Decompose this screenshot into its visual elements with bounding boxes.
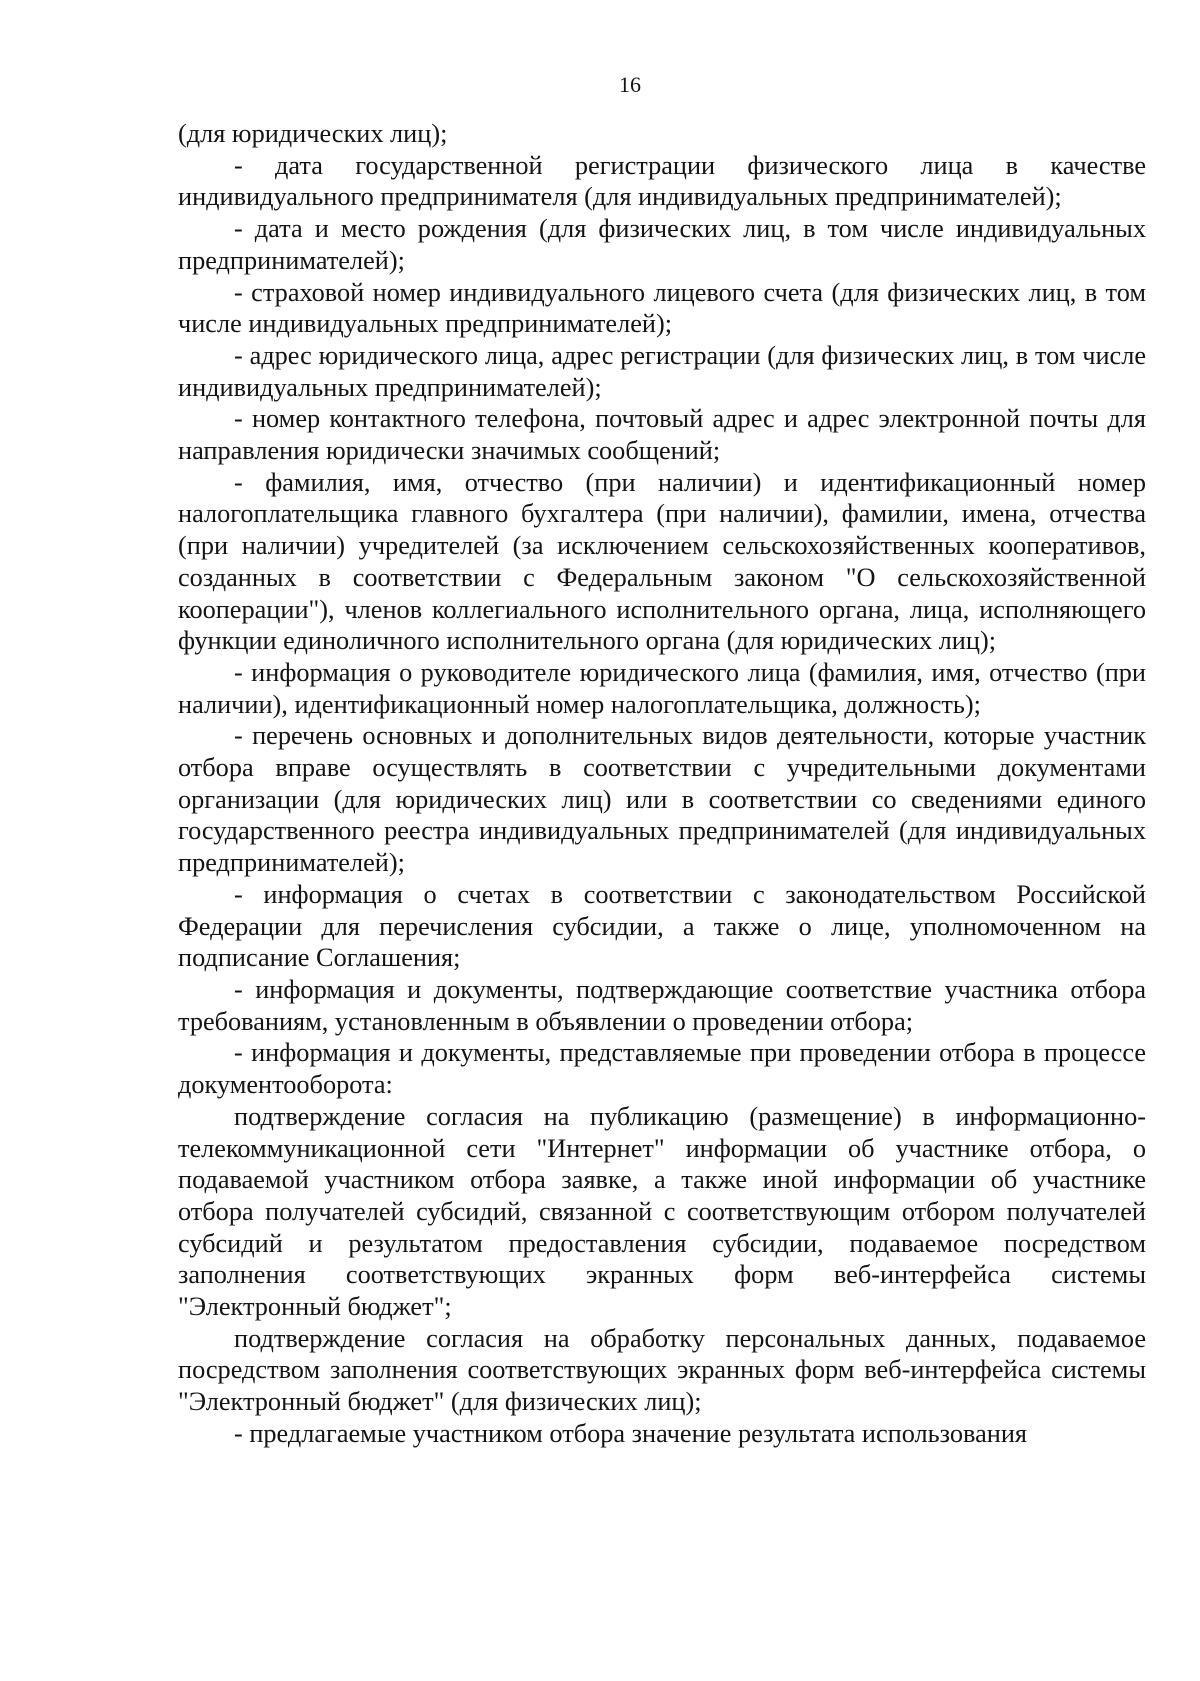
paragraph-workflow-docs: - информация и документы, представляемые при проведении отбора в процессе документооборота: bbox=[178, 1038, 1146, 1100]
paragraph-address: - адрес юридического лица, адрес регистрации (для физических лиц, в том числе индивидуальных предпринимателей); bbox=[178, 340, 1146, 402]
paragraph-activities: - перечень основных и дополнительных видов деятельности, которые участник отбора вправе осуществлять в соответствии с учредительными документами организации (для юридических лиц) или в соответствии со сведениями единого государственного реестра индивидуальных предпринимателей (для индивидуальных предпринимателей); bbox=[178, 721, 1146, 878]
paragraph-director-info: - информация о руководителе юридического лица (фамилия, имя, отчество (при наличии), идентификационный номер налогоплательщика, должность); bbox=[178, 657, 1146, 719]
paragraph-contacts: - номер контактного телефона, почтовый адрес и адрес электронной почты для направления юридически значимых сообщений; bbox=[178, 404, 1146, 466]
paragraph-result-value: - предлагаемые участником отбора значение результата использования bbox=[234, 1418, 1028, 1448]
document-body bbox=[178, 118, 1146, 1450]
paragraph-personal-data-consent: подтверждение согласия на обработку персональных данных, подаваемое посредством заполнения соответствующих экранных форм веб-интерфейса системы "Электронный бюджет" (для физических лиц); bbox=[178, 1323, 1146, 1417]
paragraph-accounts: - информация о счетах в соответствии с законодательством Российской Федерации для перечисления субсидии, а также о лице, уполномоченном на подписание Соглашения; bbox=[178, 879, 1146, 973]
paragraph-legal-entities-tail: (для юридических лиц); bbox=[178, 119, 448, 148]
paragraph-requirements-docs: - информация и документы, подтверждающие соответствие участника отбора требованиям, установленным в объявлении о проведении отбора; bbox=[178, 974, 1146, 1036]
paragraph-insurance-number: - страховой номер индивидуального лицевого счета (для физических лиц, в том числе индивидуальных предпринимателей); bbox=[178, 277, 1146, 339]
paragraph-publication-consent: подтверждение согласия на публикацию (размещение) в информационно-телекоммуникационной сети "Интернет" информации об участнике отбора, о подаваемой участником отбора заявке, а также иной информации об участнике отбора получателей субсидий, связанной с соответствующим отбором получателей субсидий и результатом предоставления субсидии, подаваемое посредством заполнения соответствующих экранных форм веб-интерфейса системы "Электронный бюджет"; bbox=[178, 1101, 1146, 1322]
paragraph-birth-date-place: - дата и место рождения (для физических лиц, в том числе индивидуальных предпринимателей); bbox=[178, 214, 1146, 275]
paragraph-registration-date: - дата государственной регистрации физического лица в качестве индивидуального предпринимателя (для индивидуальных предпринимателей); bbox=[178, 150, 1146, 212]
paragraph-founders-info: - фамилия, имя, отчество (при наличии) и идентификационный номер налогоплательщика главного бухгалтера (при наличии), фамилии, имена, отчества (при наличии) учредителей (за исключением сельскохозяйственных кооперативов, созданных в соответствии с Федеральным законом "О сельскохозяйственной кооперации"), членов коллегиального исполнительного органа, лица, исполняющего функции единоличного исполнительного органа (для юридических лиц); bbox=[178, 467, 1146, 656]
page-number: 16 bbox=[619, 72, 641, 97]
